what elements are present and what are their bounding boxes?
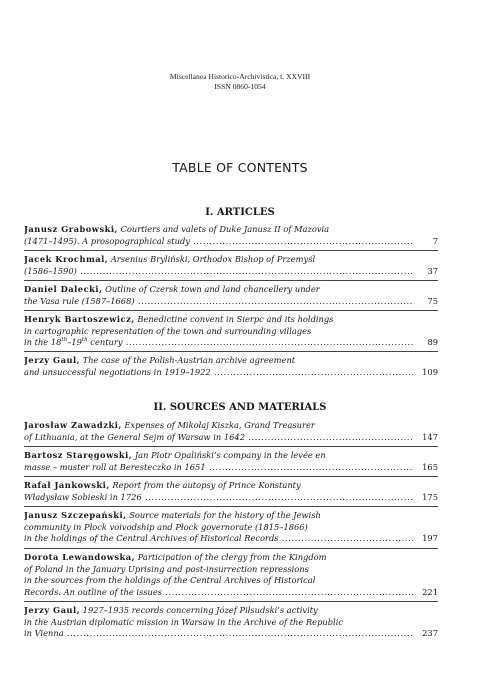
toc-entry[interactable] (24, 605, 438, 640)
journal-header (0, 72, 480, 92)
entry-title: (1471–1495). A prosopographical study ..... (24, 236, 414, 248)
entry-title: The case of the Polish-Austrian archive agreement (82, 355, 296, 365)
page-number: 221 (422, 586, 438, 597)
divider (24, 310, 438, 311)
entry-author: Rafał Jankowski, (24, 480, 110, 490)
divider (24, 506, 438, 507)
section-heading-articles: I. ARTICLES (205, 207, 275, 218)
entry-author: Bartosz Staręgowski, (24, 450, 133, 460)
divider (24, 601, 438, 602)
divider (24, 351, 438, 352)
entry-title: (1586–1590) ..... (24, 266, 414, 278)
entry-author: Dorota Lewandowska, (24, 552, 136, 562)
page-title: TABLE OF CONTENTS (172, 160, 308, 175)
page-number: 237 (422, 628, 438, 639)
entry-title: Records. An outline of the issues ..... (24, 587, 414, 599)
page-number: 75 (427, 295, 438, 306)
entry-author: Jerzy Gaul, (24, 605, 81, 615)
entry-title: and unsuccessful negotiations in 1919–1922 ..... (24, 367, 414, 379)
toc-entry[interactable] (24, 450, 438, 473)
divider (24, 446, 438, 447)
toc-entry[interactable] (24, 314, 438, 349)
entry-author: Janusz Szczepański, (24, 510, 127, 520)
toc-entry[interactable] (24, 480, 438, 503)
journal-title: Miscellanea Historico-Archivistica, t. XXVIII (169, 72, 311, 81)
page-number: 109 (422, 366, 438, 377)
toc-entry[interactable] (24, 224, 438, 247)
entry-title: Courtiers and valets of Duke Janusz II of Mazovia (120, 224, 330, 234)
entry-title: Władysław Sobieski in 1726 ..... (24, 492, 414, 504)
entry-title: Jan Piotr Opaliński’s company in the levée en (134, 450, 326, 460)
entry-author: Jerzy Gaul, (24, 355, 81, 365)
toc-entry[interactable] (24, 420, 438, 443)
entry-title: community in Płock voivodship and Płock governorate (1815–1866) (24, 521, 308, 532)
entry-author: Daniel Dalecki, (24, 284, 103, 294)
divider (24, 476, 438, 477)
section-heading-sources: II. SOURCES AND MATERIALS (153, 402, 327, 413)
entry-title: in the holdings of the Central Archives of Historical Records ..... (24, 533, 414, 545)
page-number: 165 (422, 461, 438, 472)
entry-title: Outline of Czersk town and land chancellery under (105, 284, 320, 294)
page-number: 89 (427, 337, 438, 348)
page-number: 147 (422, 431, 438, 442)
entry-title: Report from the autopsy of Prince Konstanty (112, 480, 301, 490)
entry-title: in the Austrian diplomatic mission in Warsaw in the Archive of the Republic (24, 616, 344, 627)
page-number: 7 (432, 235, 438, 246)
entry-title: Expenses of Mikołaj Kiszka, Grand Treasurer (124, 420, 315, 430)
toc-entry[interactable] (24, 284, 438, 307)
divider (24, 250, 438, 251)
toc-entry[interactable] (24, 510, 438, 545)
entry-author: Jacek Krochmal, (24, 254, 109, 264)
entry-author: Janusz Grabowski, (24, 224, 118, 234)
toc-entry[interactable] (24, 355, 438, 378)
entry-title: 1927–1935 records concerning Józef Piłsudski’s activity (82, 605, 318, 615)
page-number: 175 (422, 491, 438, 502)
entry-title: in the sources from the holdings of the Central Archives of Historical (24, 575, 316, 586)
entry-title: in Vienna ..... (24, 628, 414, 640)
entry-title: of Lithuania, at the General Sejm of Warsaw in 1642 ..... (24, 432, 414, 444)
divider (24, 280, 438, 281)
entry-author: Jarosław Zawadzki, (24, 420, 122, 430)
toc-entry[interactable] (24, 552, 438, 598)
entry-title: in the 18th–19th century ..... (24, 337, 414, 349)
divider (24, 548, 438, 549)
issn: ISSN 0860-1054 (214, 82, 266, 91)
entry-title: masse – muster roll at Beresteczko in 1651 ..... (24, 462, 414, 474)
toc-entry[interactable] (24, 254, 438, 277)
entry-title: Benedictine convent in Sierpc and its holdings (137, 314, 334, 324)
entry-title: Arsenius Bryliński, Orthodox Bishop of Przemyśl (110, 254, 316, 264)
entry-title: Participation of the clergy from the Kingdom (137, 552, 327, 562)
entry-title: of Poland in the January Uprising and post-insurrection repressions (24, 563, 309, 574)
page-number: 37 (427, 265, 438, 276)
page-number: 197 (422, 533, 438, 544)
entry-title: the Vasa rule (1587–1668) ..... (24, 296, 414, 308)
entry-title: in cartographic representation of the town and surrounding villages (24, 325, 312, 336)
entry-author: Henryk Bartoszewicz, (24, 314, 135, 324)
entry-title: Source materials for the history of the Jewish (129, 510, 321, 520)
